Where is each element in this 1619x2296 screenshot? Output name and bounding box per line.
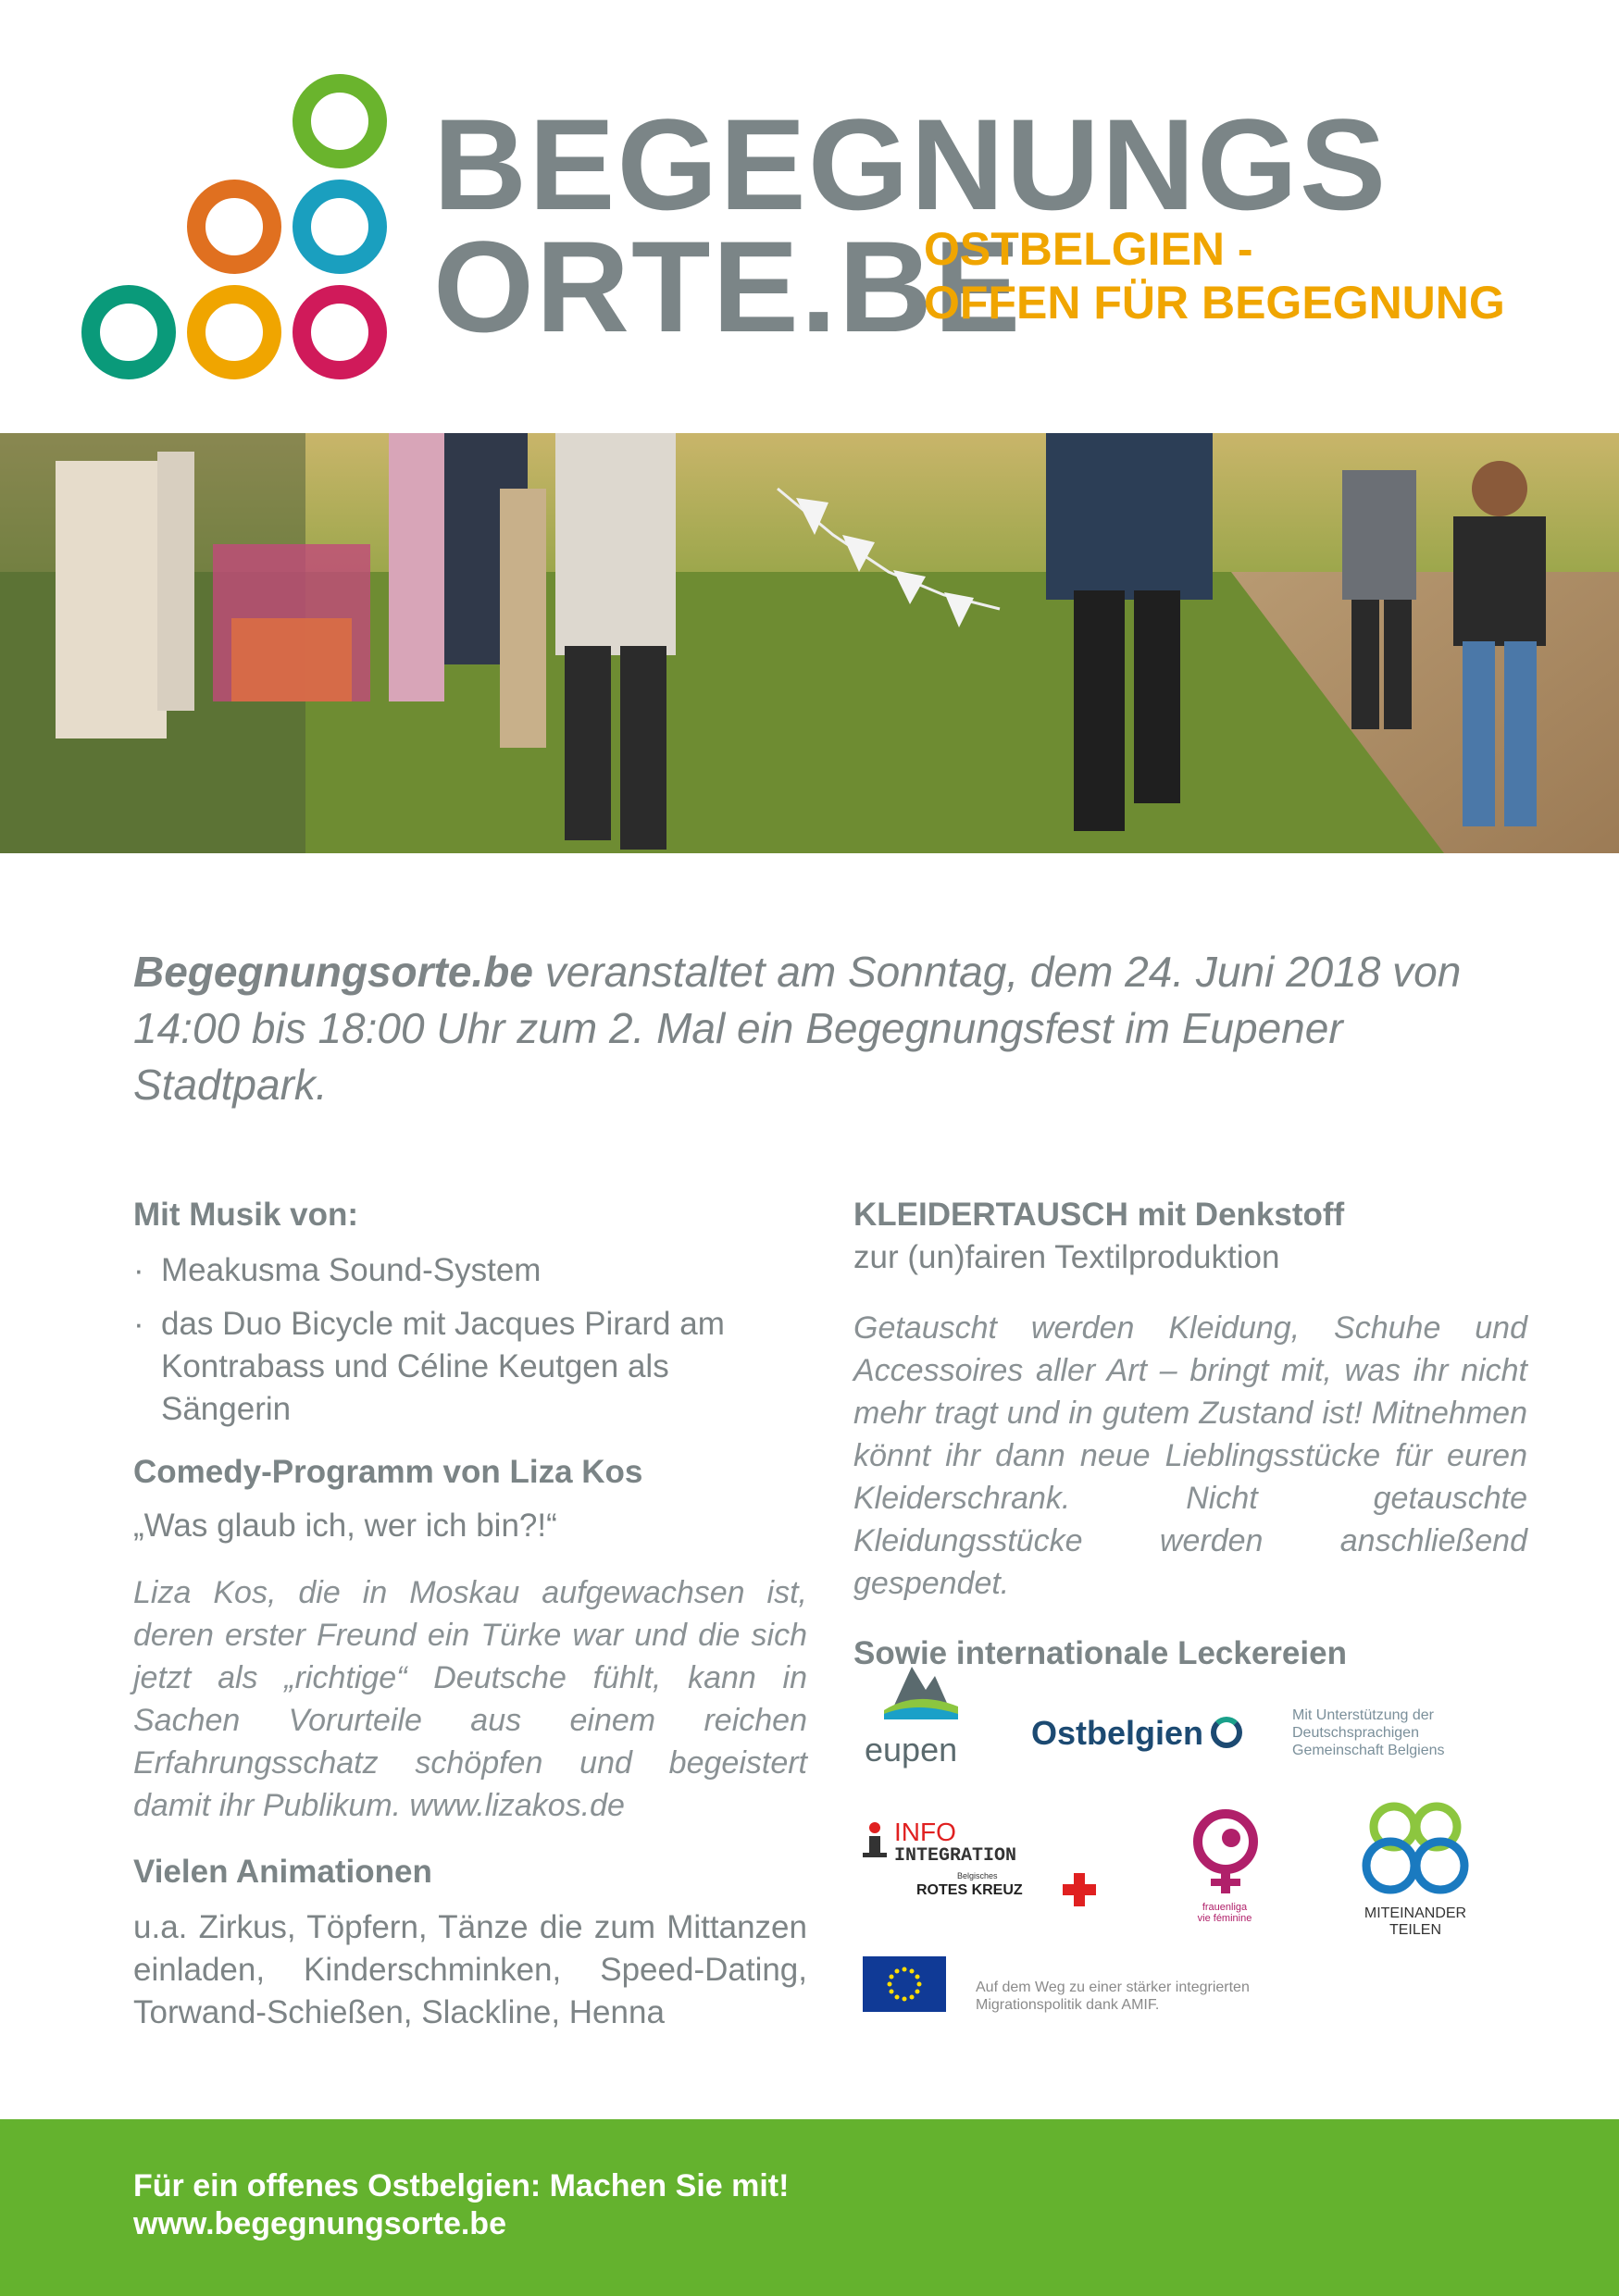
footer-website-link[interactable]: www.begegnungsorte.be	[133, 2206, 506, 2241]
info-line-1: INFO	[894, 1818, 956, 1846]
ostbelgien-label: Ostbelgien	[1031, 1714, 1204, 1752]
miteinander-line-2: TEILEN	[1389, 1922, 1441, 1938]
food-heading: Sowie internationale Leckereien	[853, 1635, 1347, 1671]
ostbelgien-note: Mit Unterstützung der Deutschsprachigen Gemeinschaft Belgiens	[1292, 1707, 1445, 1758]
ring-orange-icon	[187, 180, 281, 274]
music-item-1: Meakusma Sound-System	[161, 1252, 542, 1288]
comedy-heading: Comedy-Programm von Liza Kos	[133, 1454, 643, 1490]
brand-line-2: ORTE.BE	[433, 214, 1023, 359]
frauenliga-line-2: vie féminine	[1197, 1913, 1252, 1924]
intro-lead: Begegnungsorte.be	[133, 948, 533, 996]
list-item	[133, 1303, 807, 1431]
footer-call-to-action: Für ein offenes Ostbelgien: Machen Sie mit!	[133, 2168, 790, 2203]
eupen-label: eupen	[865, 1731, 958, 1769]
eu-flag-icon	[863, 1956, 946, 2012]
ring-blue-icon	[293, 180, 387, 274]
festival-photo	[0, 433, 1619, 853]
right-column	[853, 1194, 1527, 1675]
eupen-logo	[861, 1653, 981, 1773]
animations-text: u.a. Zirkus, Töpfern, Tänze die zum Mittanzen einladen, Kinderschminken, Speed-Dating, Torwand-Schießen, Slackline, Henna	[133, 1909, 807, 2030]
intro-paragraph	[133, 944, 1503, 1113]
swap-text: Getauscht werden Kleidung, Schuhe und Accessoires aller Art – bringt mit, was ihr nicht mehr tragt und in gutem Zustand ist! Mitnehmen könnt ihr dann neue Lieblingsstücke für euren Kleiderschrank. Nicht getauschte Kleidungsstücke werden anschließend gespendet.	[853, 1310, 1527, 1601]
animations-heading: Vielen Animationen	[133, 1854, 432, 1890]
miteinander-line-1: MITEINANDER	[1364, 1905, 1467, 1921]
partner-logos	[853, 1647, 1501, 2036]
bullet-icon: ·	[133, 1252, 144, 1288]
comedy-title: „Was glaub ich, wer ich bin?!“	[133, 1508, 557, 1544]
info-line-2: INTEGRATION	[894, 1845, 1017, 1867]
eu-note: Auf dem Weg zu einer stärker integrierten Migrationspolitik dank AMIF.	[976, 1980, 1250, 2013]
red-cross-icon	[1061, 1871, 1098, 1913]
left-column	[133, 1194, 807, 2034]
logo-mark	[81, 74, 378, 370]
info-integration-logo	[861, 1819, 1102, 1912]
bullet-icon: ·	[133, 1306, 144, 1342]
tagline-line-1: OSTBELGIEN -	[924, 223, 1253, 275]
ostbelgien-icon	[1211, 1717, 1242, 1748]
ring-yellow-icon	[187, 285, 281, 379]
ring-teal-icon	[81, 285, 176, 379]
brand-line-1: BEGEGNUNGS	[433, 92, 1389, 237]
swap-heading: KLEIDERTAUSCH mit Denkstoff	[853, 1197, 1345, 1233]
redcross-label: ROTES KREUZ	[916, 1882, 1023, 1898]
music-item-2: das Duo Bicycle mit Jacques Pirard am Kontrabass und Céline Keutgen als Sängerin	[161, 1306, 725, 1427]
comedy-text: Liza Kos, die in Moskau aufgewachsen ist, deren erster Freund ein Türke war und die sich jetzt als „richtige“ Deutsche fühlt, kann in Sachen Vorurteile aus einem reichen Erfahrungsschatz schöpfen und begeistert damit ihr Publikum. www.lizakos.de	[133, 1575, 807, 1823]
tagline-line-2: OFFEN FÜR BEGEGNUNG	[924, 277, 1505, 329]
swap-subheading: zur (un)fairen Textilproduktion	[853, 1239, 1280, 1275]
info-icon	[861, 1821, 889, 1858]
frauenliga-line-1: frauenliga	[1202, 1902, 1248, 1913]
miteinander-teilen-logo	[1346, 1799, 1494, 1956]
music-heading: Mit Musik von:	[133, 1197, 359, 1233]
ring-green-icon	[293, 74, 387, 168]
ring-red-icon	[293, 285, 387, 379]
intro-text: veranstaltet am Sonntag, dem 24. Juni 2018 von 14:00 bis 18:00 Uhr zum 2. Mal ein Begegnungsfest im Eupener Stadtpark.	[133, 948, 1462, 1109]
redcross-small: Belgisches	[957, 1871, 998, 1880]
frauenliga-logo	[1164, 1805, 1294, 1943]
list-item	[133, 1249, 807, 1292]
ostbelgien-logo	[1031, 1707, 1494, 1779]
